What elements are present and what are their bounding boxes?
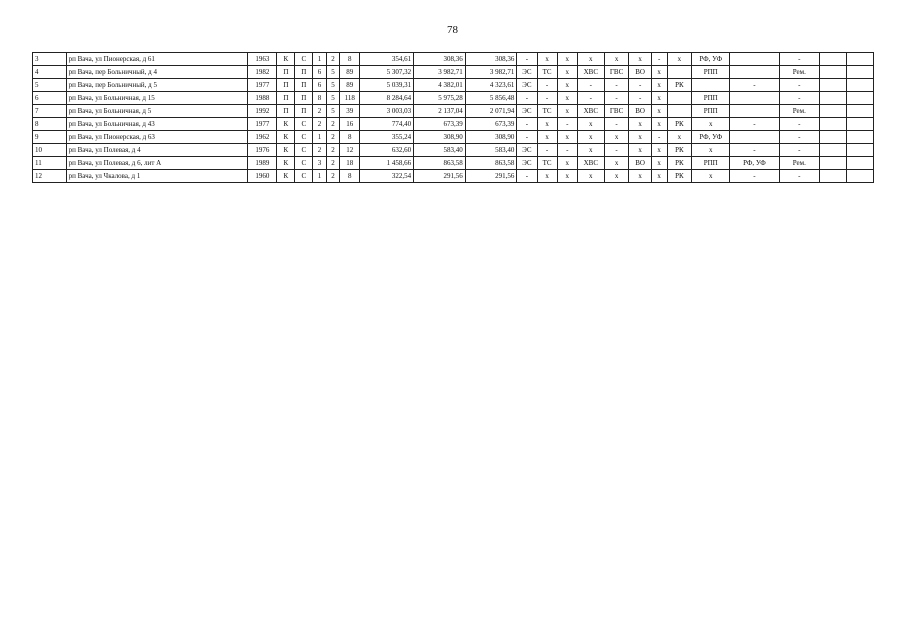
table-cell: 39 <box>340 105 360 118</box>
table-cell: 10 <box>33 144 67 157</box>
table-cell: РПП <box>692 157 730 170</box>
table-cell: ЭС <box>517 144 537 157</box>
table-cell: П <box>295 92 313 105</box>
table-cell: х <box>604 131 629 144</box>
table-cell: 673,39 <box>465 118 517 131</box>
table-cell: РФ, УФ <box>692 53 730 66</box>
table-cell: Рем. <box>779 66 819 79</box>
table-cell: х <box>629 170 651 183</box>
table-cell <box>667 105 692 118</box>
table-cell: 12 <box>340 144 360 157</box>
table-cell <box>846 66 873 79</box>
table-cell: - <box>577 79 604 92</box>
table-cell: 583,40 <box>465 144 517 157</box>
table-cell: х <box>557 79 577 92</box>
table-cell: х <box>557 170 577 183</box>
table-cell: П <box>277 79 295 92</box>
table-row <box>33 66 874 79</box>
table-cell: 354,61 <box>360 53 414 66</box>
table-cell <box>846 79 873 92</box>
table-cell: рп Вача, ул Пионерская, д 61 <box>66 53 248 66</box>
table-cell: П <box>277 92 295 105</box>
table-cell: К <box>277 53 295 66</box>
table-cell: 1992 <box>248 105 277 118</box>
table-cell: ХВС <box>577 157 604 170</box>
table-cell: - <box>730 118 779 131</box>
table-cell <box>730 105 779 118</box>
table-cell: рп Вача, ул Больничная, д 5 <box>66 105 248 118</box>
table-cell: 5 975,28 <box>414 92 466 105</box>
table-cell: х <box>577 53 604 66</box>
table-cell: 308,36 <box>465 53 517 66</box>
table-cell: ЭС <box>517 66 537 79</box>
table-cell: ЭС <box>517 157 537 170</box>
table-cell: - <box>779 79 819 92</box>
table-cell: х <box>667 53 692 66</box>
table-cell: - <box>779 144 819 157</box>
table-cell: х <box>629 53 651 66</box>
table-cell: х <box>537 131 557 144</box>
table-cell: 8 284,64 <box>360 92 414 105</box>
table-cell: 2 137,04 <box>414 105 466 118</box>
table-cell: ХВС <box>577 105 604 118</box>
table-cell: - <box>604 92 629 105</box>
table-cell: 1 <box>313 53 326 66</box>
table-cell <box>667 92 692 105</box>
table-cell: х <box>629 118 651 131</box>
table-cell: х <box>651 79 667 92</box>
table-cell: ТС <box>537 157 557 170</box>
table-cell: 2 <box>326 157 339 170</box>
table-cell <box>692 79 730 92</box>
table-cell: 11 <box>33 157 67 170</box>
table-cell: 2 <box>326 170 339 183</box>
table-cell <box>846 170 873 183</box>
table-cell: - <box>651 53 667 66</box>
table-cell: ЭС <box>517 79 537 92</box>
table-cell: 18 <box>340 157 360 170</box>
table-cell: х <box>651 118 667 131</box>
table-cell: рп Вача, ул Полевая, д 4 <box>66 144 248 157</box>
table-cell: 5 <box>326 79 339 92</box>
table-cell: х <box>557 66 577 79</box>
table-cell: 308,90 <box>414 131 466 144</box>
table-cell: К <box>277 144 295 157</box>
table-row <box>33 79 874 92</box>
table-cell: х <box>537 118 557 131</box>
table-cell: - <box>517 131 537 144</box>
table-cell: - <box>557 144 577 157</box>
table-cell: 1963 <box>248 53 277 66</box>
table-cell: 16 <box>340 118 360 131</box>
table-cell: РПП <box>692 66 730 79</box>
table-cell: ВО <box>629 157 651 170</box>
table-cell: 4 <box>33 66 67 79</box>
table-cell: - <box>537 79 557 92</box>
table-cell: х <box>577 144 604 157</box>
table-cell: х <box>651 157 667 170</box>
table-cell <box>819 105 846 118</box>
table-row <box>33 170 874 183</box>
table-cell: 1 <box>313 131 326 144</box>
table-cell: - <box>730 144 779 157</box>
table-cell: х <box>692 170 730 183</box>
table-cell: 291,56 <box>465 170 517 183</box>
table-cell: С <box>295 170 313 183</box>
table-cell <box>730 131 779 144</box>
table-cell <box>846 118 873 131</box>
table-cell: 2 <box>313 105 326 118</box>
table-cell: 1982 <box>248 66 277 79</box>
table-cell: х <box>692 144 730 157</box>
table-cell: ХВС <box>577 66 604 79</box>
table-cell: 1977 <box>248 118 277 131</box>
table-cell: ГВС <box>604 66 629 79</box>
table-cell: х <box>577 170 604 183</box>
table-cell: ВО <box>629 105 651 118</box>
table-cell: 1989 <box>248 157 277 170</box>
table-cell: 673,39 <box>414 118 466 131</box>
table-row <box>33 131 874 144</box>
table-cell: 1988 <box>248 92 277 105</box>
table-cell: 1977 <box>248 79 277 92</box>
table-cell <box>819 66 846 79</box>
table-cell: рп Вача, ул Больничная, д 15 <box>66 92 248 105</box>
table-cell: С <box>295 131 313 144</box>
table-cell: П <box>295 79 313 92</box>
table-cell: - <box>629 92 651 105</box>
table-cell: х <box>557 92 577 105</box>
table-cell: рп Вача, ул Больничная, д 43 <box>66 118 248 131</box>
table-cell: 5 856,48 <box>465 92 517 105</box>
table-cell: - <box>577 92 604 105</box>
table-row <box>33 92 874 105</box>
table-cell: - <box>779 118 819 131</box>
table-cell: 7 <box>33 105 67 118</box>
table-cell <box>819 53 846 66</box>
table-cell: 89 <box>340 66 360 79</box>
table-cell: РК <box>667 144 692 157</box>
table-cell: 8 <box>340 53 360 66</box>
table-cell: х <box>557 157 577 170</box>
table-cell: - <box>517 118 537 131</box>
table-cell: Рем. <box>779 105 819 118</box>
table-cell: - <box>517 92 537 105</box>
table-cell: х <box>537 170 557 183</box>
table-cell: С <box>295 53 313 66</box>
table-cell <box>730 66 779 79</box>
housing-table <box>32 52 874 183</box>
table-cell: 6 <box>313 66 326 79</box>
table-cell: РПП <box>692 105 730 118</box>
table-cell <box>846 92 873 105</box>
table-cell: - <box>604 144 629 157</box>
table-cell: х <box>692 118 730 131</box>
table-cell: х <box>557 131 577 144</box>
table-cell: П <box>277 105 295 118</box>
table-cell: РПП <box>692 92 730 105</box>
table-cell: х <box>651 105 667 118</box>
table-cell: РФ, УФ <box>692 131 730 144</box>
table-cell <box>846 157 873 170</box>
table-cell: 3 <box>33 53 67 66</box>
table-cell: - <box>604 79 629 92</box>
table-cell: 2 <box>326 131 339 144</box>
table-cell: ВО <box>629 66 651 79</box>
table-cell: 632,60 <box>360 144 414 157</box>
table-cell: 1962 <box>248 131 277 144</box>
table-cell: 8 <box>340 170 360 183</box>
table-cell: 1976 <box>248 144 277 157</box>
table-cell: - <box>517 53 537 66</box>
table-cell: 322,54 <box>360 170 414 183</box>
table-cell <box>819 131 846 144</box>
table-row <box>33 157 874 170</box>
table-cell: х <box>651 170 667 183</box>
table-cell: х <box>651 144 667 157</box>
table-cell: 308,90 <box>465 131 517 144</box>
table-cell: 89 <box>340 79 360 92</box>
table-cell: 308,36 <box>414 53 466 66</box>
table-cell <box>667 66 692 79</box>
table-cell: х <box>577 131 604 144</box>
table-cell: ТС <box>537 66 557 79</box>
table-cell: х <box>667 131 692 144</box>
table-cell: - <box>730 170 779 183</box>
table-cell: 118 <box>340 92 360 105</box>
table-cell: К <box>277 118 295 131</box>
table-cell: 863,58 <box>465 157 517 170</box>
table-cell: С <box>295 118 313 131</box>
table-cell: Рем. <box>779 157 819 170</box>
table-cell <box>819 79 846 92</box>
table-cell: 3 982,71 <box>465 66 517 79</box>
table-cell <box>846 105 873 118</box>
table-cell: - <box>779 92 819 105</box>
table-cell <box>846 144 873 157</box>
table-cell: х <box>629 131 651 144</box>
table-cell <box>846 131 873 144</box>
table-cell: 1 458,66 <box>360 157 414 170</box>
table-cell: 355,24 <box>360 131 414 144</box>
table-cell: 2 <box>313 118 326 131</box>
table-cell: - <box>604 118 629 131</box>
table-cell: - <box>779 170 819 183</box>
table-cell: ЭС <box>517 105 537 118</box>
table-row <box>33 118 874 131</box>
table-cell <box>819 92 846 105</box>
table-cell <box>846 53 873 66</box>
table-cell: - <box>730 79 779 92</box>
table-cell: 2 <box>326 53 339 66</box>
table-cell: 3 982,71 <box>414 66 466 79</box>
table-cell: 6 <box>33 92 67 105</box>
table-cell: РК <box>667 170 692 183</box>
table-cell: х <box>651 92 667 105</box>
table-cell: К <box>277 131 295 144</box>
table-cell: 291,56 <box>414 170 466 183</box>
page-number: 78 <box>447 24 458 36</box>
table-cell <box>819 144 846 157</box>
table-cell: 3 003,03 <box>360 105 414 118</box>
table-cell: ТС <box>537 105 557 118</box>
table-cell: х <box>604 170 629 183</box>
table-cell: С <box>295 157 313 170</box>
table-cell <box>819 118 846 131</box>
table-cell: х <box>537 53 557 66</box>
table-cell: 8 <box>313 92 326 105</box>
table-cell: П <box>295 66 313 79</box>
table-cell: - <box>537 92 557 105</box>
table-cell: П <box>277 66 295 79</box>
table-cell: 3 <box>313 157 326 170</box>
table-cell: РФ, УФ <box>730 157 779 170</box>
table-cell: 5 <box>33 79 67 92</box>
table-cell: К <box>277 157 295 170</box>
table-cell: 2 071,94 <box>465 105 517 118</box>
table-cell: 1 <box>313 170 326 183</box>
table-cell: рп Вача, ул Чкалова, д 1 <box>66 170 248 183</box>
table-cell: 8 <box>33 118 67 131</box>
table-cell: РК <box>667 157 692 170</box>
table-cell: К <box>277 170 295 183</box>
table-cell: рп Вача, ул Пионерская, д 63 <box>66 131 248 144</box>
table-row <box>33 105 874 118</box>
table-cell: 5 307,32 <box>360 66 414 79</box>
table-cell: 6 <box>313 79 326 92</box>
table-cell: 2 <box>326 118 339 131</box>
table-cell: - <box>651 131 667 144</box>
table-cell: - <box>629 79 651 92</box>
table-cell <box>730 92 779 105</box>
table-cell <box>819 157 846 170</box>
table-cell: х <box>557 53 577 66</box>
table-row <box>33 144 874 157</box>
table-cell: 583,40 <box>414 144 466 157</box>
table-cell: П <box>295 105 313 118</box>
table-cell: х <box>577 118 604 131</box>
table-cell: РК <box>667 79 692 92</box>
table-cell: - <box>779 53 819 66</box>
table-cell: РК <box>667 118 692 131</box>
table-cell: 774,40 <box>360 118 414 131</box>
table-cell: С <box>295 144 313 157</box>
table-cell: 4 323,61 <box>465 79 517 92</box>
table-cell: - <box>779 131 819 144</box>
table-cell: х <box>557 105 577 118</box>
table-cell: х <box>604 53 629 66</box>
table-cell: 8 <box>340 131 360 144</box>
table-cell: 12 <box>33 170 67 183</box>
table-cell: ГВС <box>604 105 629 118</box>
table-cell: рп Вача, пер Больничный, д 5 <box>66 79 248 92</box>
table-cell: х <box>629 144 651 157</box>
table-cell: 4 382,01 <box>414 79 466 92</box>
table-cell: 2 <box>326 144 339 157</box>
table-cell: 863,58 <box>414 157 466 170</box>
table-row <box>33 53 874 66</box>
table-cell: х <box>604 157 629 170</box>
table-cell: - <box>557 118 577 131</box>
table-cell: х <box>651 66 667 79</box>
table-cell: 9 <box>33 131 67 144</box>
table-cell: рп Вача, ул Полевая, д 6, лит А <box>66 157 248 170</box>
table-cell <box>819 170 846 183</box>
table-cell: 5 <box>326 92 339 105</box>
table-cell: - <box>537 144 557 157</box>
table-cell: рп Вача, пер Больничный, д 4 <box>66 66 248 79</box>
table-cell: 5 <box>326 66 339 79</box>
table-cell: 1960 <box>248 170 277 183</box>
table-cell: 2 <box>313 144 326 157</box>
table-cell: - <box>517 170 537 183</box>
table-cell <box>730 53 779 66</box>
table-cell: 5 039,31 <box>360 79 414 92</box>
table-cell: 5 <box>326 105 339 118</box>
